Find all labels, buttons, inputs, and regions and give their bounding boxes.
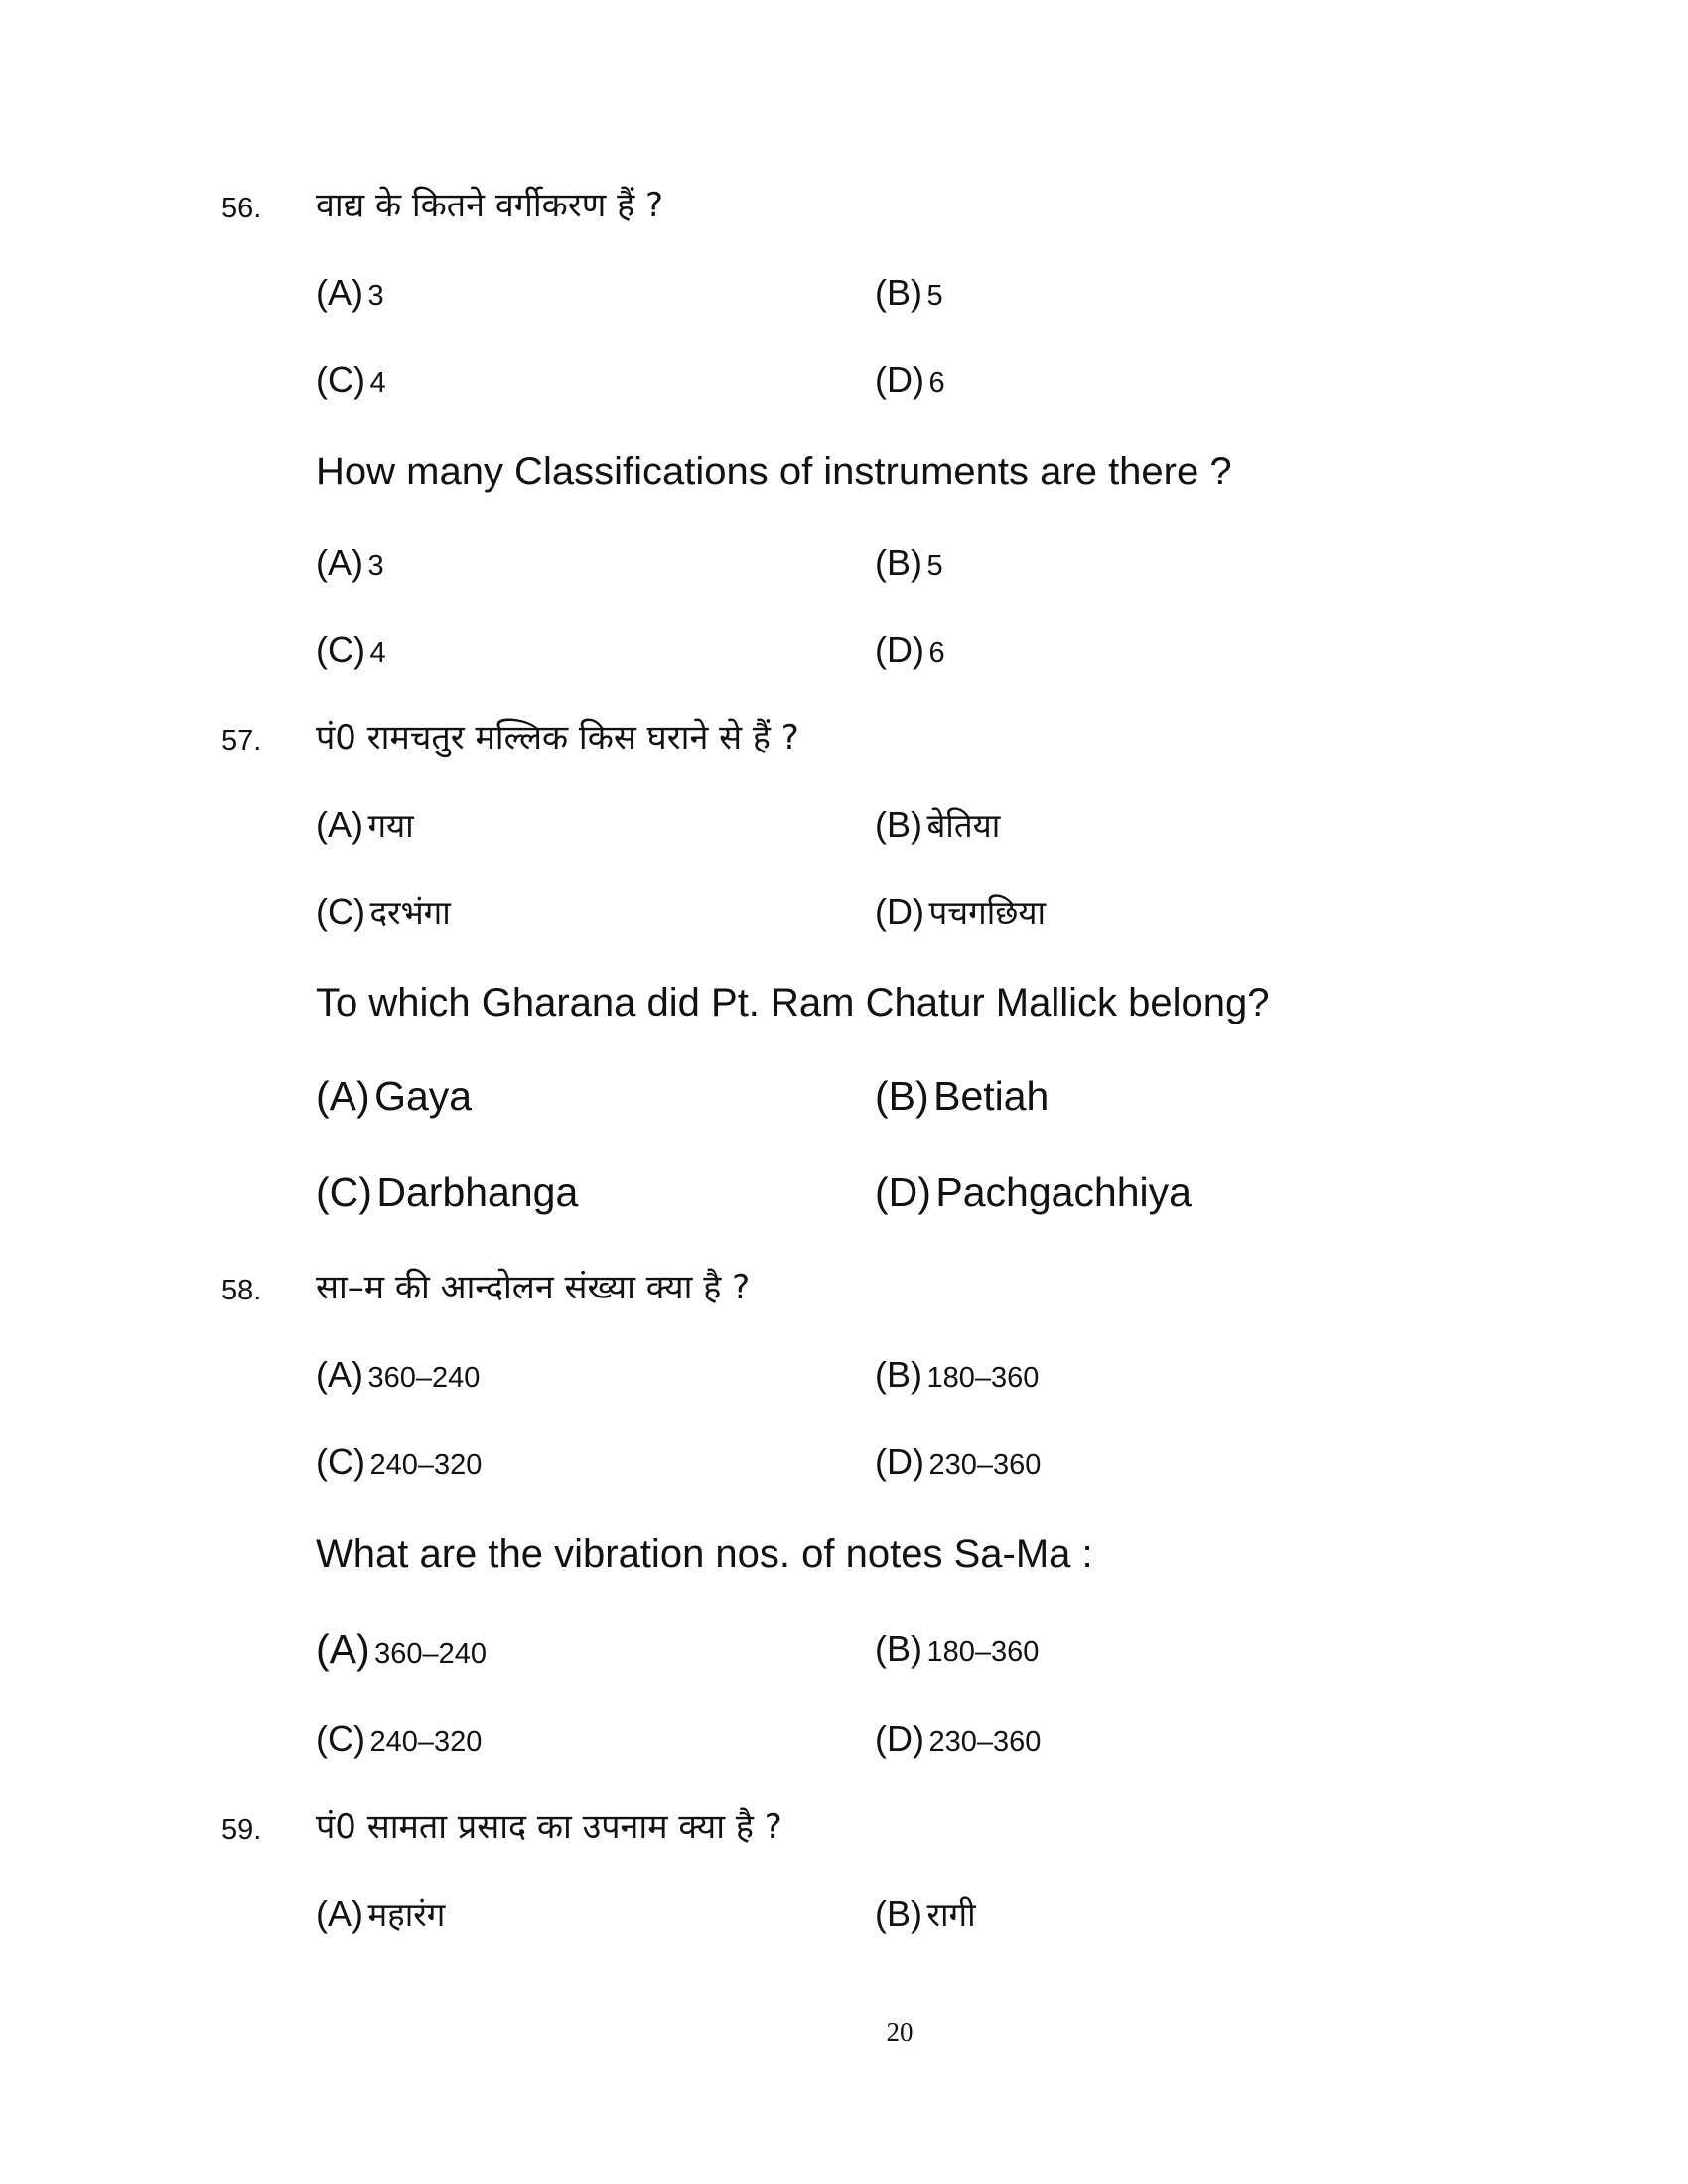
option-letter: (A) bbox=[316, 1354, 363, 1395]
option-letter: (A) bbox=[316, 542, 363, 583]
option-value: महारंग bbox=[367, 1895, 446, 1934]
option-letter: (D) bbox=[875, 1169, 931, 1215]
option-value: 240–320 bbox=[369, 1449, 483, 1481]
question-number: 58. bbox=[221, 1275, 262, 1306]
option-c bbox=[316, 1169, 578, 1225]
option-d bbox=[875, 627, 945, 681]
option-a bbox=[316, 1626, 487, 1682]
question-text-english: What are the vibration nos. of notes Sa-Ma : bbox=[316, 1532, 1093, 1575]
question-text-hindi: पं0 सामता प्रसाद का उपनाम क्या है ? bbox=[316, 1807, 782, 1846]
question-text-english: To which Gharana did Pt. Ram Chatur Mallick belong? bbox=[316, 981, 1270, 1024]
question-text-hindi: वाद्य के कितने वर्गीकरण हैं ? bbox=[316, 186, 663, 225]
option-b bbox=[875, 1891, 976, 1945]
option-letter: (B) bbox=[875, 272, 922, 313]
option-b bbox=[875, 270, 943, 324]
option-c bbox=[316, 357, 386, 411]
option-letter: (D) bbox=[875, 1718, 924, 1759]
option-letter: (C) bbox=[316, 1718, 365, 1759]
question-number: 56. bbox=[221, 193, 262, 224]
option-d bbox=[875, 889, 1046, 943]
option-letter: (C) bbox=[316, 359, 365, 400]
option-value: 230–360 bbox=[928, 1726, 1042, 1758]
option-value: रागी bbox=[926, 1895, 976, 1934]
option-letter: (C) bbox=[316, 891, 365, 932]
option-letter: (A) bbox=[316, 1073, 370, 1119]
option-letter: (B) bbox=[875, 1893, 922, 1934]
option-b bbox=[875, 802, 1000, 856]
option-letter: (D) bbox=[875, 629, 924, 670]
option-a bbox=[316, 540, 384, 594]
option-letter: (B) bbox=[875, 1628, 922, 1669]
option-a bbox=[316, 1073, 472, 1129]
option-a bbox=[316, 802, 414, 856]
page-number: 20 bbox=[886, 2017, 914, 2047]
option-value: 4 bbox=[369, 367, 386, 399]
option-value: 3 bbox=[367, 550, 384, 582]
option-b bbox=[875, 1073, 1049, 1129]
option-letter: (B) bbox=[875, 1073, 929, 1119]
option-value: 240–320 bbox=[369, 1726, 483, 1758]
option-letter: (C) bbox=[316, 1169, 372, 1215]
option-d bbox=[875, 1439, 1041, 1493]
option-value: 360–240 bbox=[367, 1362, 481, 1394]
option-letter: (D) bbox=[875, 359, 924, 400]
option-letter: (B) bbox=[875, 804, 922, 845]
option-value: गया bbox=[367, 806, 414, 845]
option-value: 180–360 bbox=[926, 1636, 1040, 1668]
option-value: 3 bbox=[367, 280, 384, 312]
option-d bbox=[875, 357, 945, 411]
option-value: Pachgachhiya bbox=[935, 1169, 1192, 1215]
option-value: 6 bbox=[928, 637, 945, 669]
option-b bbox=[875, 540, 943, 594]
option-d bbox=[875, 1716, 1041, 1770]
option-letter: (B) bbox=[875, 1354, 922, 1395]
option-letter: (A) bbox=[316, 804, 363, 845]
option-c bbox=[316, 889, 451, 943]
question-text-hindi: पं0 रामचतुर मल्लिक किस घराने से हैं ? bbox=[316, 718, 799, 757]
option-value: 6 bbox=[928, 367, 945, 399]
option-letter: (A) bbox=[316, 272, 363, 313]
option-b bbox=[875, 1626, 1039, 1680]
option-b bbox=[875, 1352, 1039, 1406]
option-value: दरभंगा bbox=[369, 893, 451, 932]
option-value: 180–360 bbox=[926, 1362, 1040, 1394]
option-value: Betiah bbox=[933, 1073, 1050, 1119]
option-letter: (C) bbox=[316, 1441, 365, 1482]
question-text-hindi: सा–म की आन्दोलन संख्या क्या है ? bbox=[316, 1268, 751, 1307]
option-c bbox=[316, 627, 386, 681]
question-number: 57. bbox=[221, 725, 262, 756]
option-value: 5 bbox=[926, 550, 943, 582]
option-value: Darbhanga bbox=[376, 1169, 579, 1215]
option-a bbox=[316, 1891, 445, 1945]
question-number: 59. bbox=[221, 1814, 262, 1845]
option-value: 360–240 bbox=[374, 1638, 488, 1670]
option-letter: (B) bbox=[875, 542, 922, 583]
option-value: Gaya bbox=[374, 1073, 473, 1119]
option-c bbox=[316, 1716, 482, 1770]
question-text-english: How many Classifications of instruments are there ? bbox=[316, 450, 1232, 493]
option-value: 4 bbox=[369, 637, 386, 669]
option-c bbox=[316, 1439, 482, 1493]
option-value: बेतिया bbox=[926, 806, 1001, 845]
option-a bbox=[316, 270, 384, 324]
option-value: 230–360 bbox=[928, 1449, 1042, 1481]
option-letter: (D) bbox=[875, 891, 924, 932]
option-value: 5 bbox=[926, 280, 943, 312]
option-d bbox=[875, 1169, 1192, 1225]
option-value: पचगछिया bbox=[928, 893, 1047, 932]
option-a bbox=[316, 1352, 480, 1406]
option-letter: (A) bbox=[316, 1626, 370, 1672]
option-letter: (C) bbox=[316, 629, 365, 670]
option-letter: (A) bbox=[316, 1893, 363, 1934]
option-letter: (D) bbox=[875, 1441, 924, 1482]
